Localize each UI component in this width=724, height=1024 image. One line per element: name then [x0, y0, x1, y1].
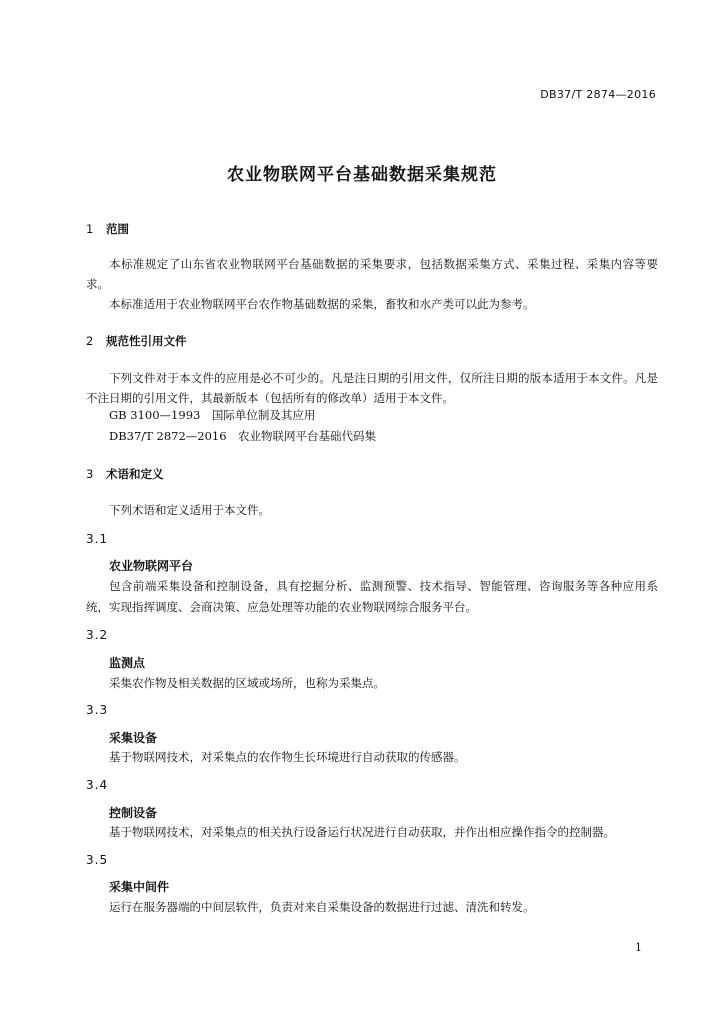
section-number: 2 [86, 334, 94, 348]
term-definition: 包含前端采集设备和控制设备，具有挖掘分析、监测预警、技术指导、智能管理、咨询服务等各种应用系统，实现指挥调度、会商决策、应急处理等功能的农业物联网综合服务平台。 [86, 579, 658, 614]
term-number: 3.5 [86, 853, 109, 867]
term-number: 3.3 [86, 703, 109, 717]
term-name: 农业物联网平台 [109, 559, 194, 573]
term-name: 控制设备 [109, 806, 158, 820]
section-1-heading [86, 221, 129, 237]
normative-reference: DB37/T 2872—2016 农业物联网平台基础代码集 [109, 429, 377, 443]
term-name: 采集中间件 [109, 880, 170, 894]
term-name: 监测点 [109, 656, 146, 670]
section-number: 3 [86, 467, 94, 481]
section-2-paragraph-1: 下列文件对于本文件的应用是必不可少的。凡是注日期的引用文件，仅所注日期的版本适用于本文件。凡是不注日期的引用文件，其最新版本（包括所有的修改单）适用于本文件。 [86, 371, 658, 405]
term-definition: 基于物联网技术，对采集点的农作物生长环境进行自动获取的传感器。 [109, 750, 466, 764]
section-3-heading [86, 466, 164, 482]
section-title: 范围 [106, 222, 129, 236]
term-definition: 运行在服务器端的中间层软件，负责对来自采集设备的数据进行过滤、清洗和转发。 [109, 900, 535, 914]
term-definition: 基于物联网技术，对采集点的相关执行设备运行状况进行自动获取，并作出相应操作指令的控制器。 [109, 825, 615, 839]
section-title: 规范性引用文件 [106, 334, 187, 348]
term-definition: 采集农作物及相关数据的区域或场所，也称为采集点。 [109, 676, 385, 690]
page-number: 1 [635, 941, 642, 954]
term-number: 3.2 [86, 628, 109, 642]
section-1-paragraph-1: 本标准规定了山东省农业物联网平台基础数据的采集要求，包括数据采集方式、采集过程、采集内容等要求。 [86, 257, 658, 291]
term-name: 采集设备 [109, 731, 158, 745]
section-3-paragraph-1: 下列术语和定义适用于本文件。 [109, 503, 270, 517]
term-number: 3.4 [86, 778, 109, 792]
section-1-paragraph-2: 本标准适用于农业物联网平台农作物基础数据的采集，畜牧和水产类可以此为参考。 [109, 297, 535, 311]
term-number: 3.1 [86, 532, 109, 546]
section-title: 术语和定义 [106, 467, 164, 481]
document-code: DB37/T 2874—2016 [540, 88, 656, 101]
section-2-heading [86, 333, 187, 349]
normative-reference: GB 3100—1993 国际单位制及其应用 [109, 408, 316, 422]
section-number: 1 [86, 222, 94, 236]
document-title: 农业物联网平台基础数据采集规范 [227, 165, 497, 185]
